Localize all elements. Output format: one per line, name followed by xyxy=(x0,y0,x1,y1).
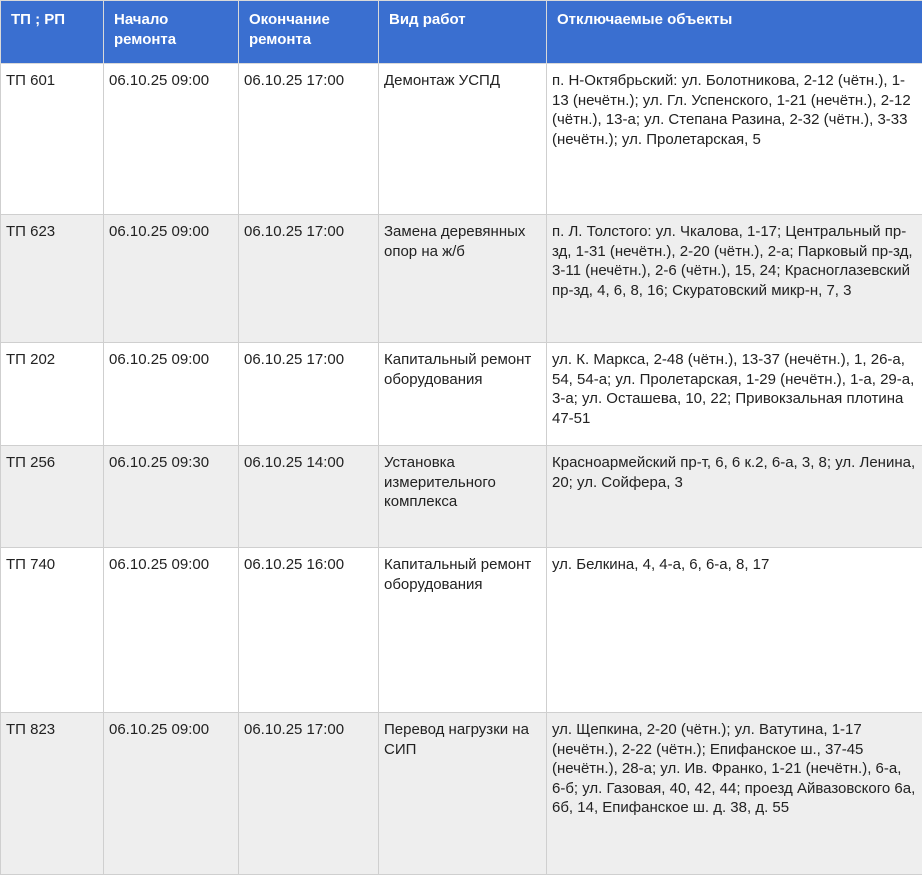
cell-tp: ТП 601 xyxy=(1,64,104,215)
cell-start: 06.10.25 09:30 xyxy=(104,446,239,548)
cell-start: 06.10.25 09:00 xyxy=(104,713,239,875)
cell-end: 06.10.25 16:00 xyxy=(239,548,379,713)
cell-work: Капитальный ремонт оборудования xyxy=(379,343,547,446)
header-work-type: Вид работ xyxy=(379,1,547,64)
table-row xyxy=(1,446,922,548)
cell-end: 06.10.25 17:00 xyxy=(239,64,379,215)
table-row xyxy=(1,215,922,343)
header-tp: ТП ; РП xyxy=(1,1,104,64)
cell-objects: Красноармейский пр-т, 6, 6 к.2, 6-а, 3, 8; ул. Ленина, 20; ул. Сойфера, 3 xyxy=(547,446,922,548)
header-objects: Отключаемые объекты xyxy=(547,1,922,64)
cell-objects: п. Л. Толстого: ул. Чкалова, 1-17; Центральный пр-зд, 1-31 (нечётн.), 2-20 (чётн.), 2-а; Парковый пр-зд, 3-11 (нечётн.), 2-6 (чётн.), 15, 24; Красноглазевский пр-зд, 4, 6, 8, 16; Скуратовский микр-н, 7, 3 xyxy=(547,215,922,343)
cell-work: Демонтаж УСПД xyxy=(379,64,547,215)
table-row xyxy=(1,64,922,215)
cell-tp: ТП 256 xyxy=(1,446,104,548)
cell-objects: ул. Белкина, 4, 4-а, 6, 6-а, 8, 17 xyxy=(547,548,922,713)
cell-work: Установка измерительного комплекса xyxy=(379,446,547,548)
table-body xyxy=(1,64,922,875)
cell-work: Замена деревянных опор на ж/б xyxy=(379,215,547,343)
cell-end: 06.10.25 17:00 xyxy=(239,215,379,343)
cell-tp: ТП 623 xyxy=(1,215,104,343)
cell-end: 06.10.25 17:00 xyxy=(239,343,379,446)
cell-start: 06.10.25 09:00 xyxy=(104,548,239,713)
cell-objects: п. Н-Октябрьский: ул. Болотникова, 2-12 (чётн.), 1-13 (нечётн.); ул. Гл. Успенского, 1-21 (нечётн.), 2-12 (чётн.), 13-а; ул. Степана Разина, 2-32 (чётн.), 3-33 (нечётн.); ул. Пролетарская, 5 xyxy=(547,64,922,215)
table-row xyxy=(1,713,922,875)
header-start: Начало ремонта xyxy=(104,1,239,64)
cell-tp: ТП 202 xyxy=(1,343,104,446)
cell-work: Капитальный ремонт оборудования xyxy=(379,548,547,713)
cell-work: Перевод нагрузки на СИП xyxy=(379,713,547,875)
cell-objects: ул. Щепкина, 2-20 (чётн.); ул. Ватутина, 1-17 (нечётн.), 2-22 (чётн.); Епифанское ш., 37-45 (нечётн.), 28-а; ул. Ив. Франко, 1-21 (нечётн.), 6-а, 6-б; ул. Газовая, 40, 42, 44; проезд Айвазовского 6а, 6б, 14, Епифанское ш. д. 38, д. 55 xyxy=(547,713,922,875)
header-row xyxy=(1,1,922,64)
table-row xyxy=(1,343,922,446)
cell-tp: ТП 740 xyxy=(1,548,104,713)
header-end: Окончание ремонта xyxy=(239,1,379,64)
cell-objects: ул. К. Маркса, 2-48 (чётн.), 13-37 (нечётн.), 1, 26-а, 54, 54-а; ул. Пролетарская, 1-29 (нечётн.), 1-а, 29-а, 3-а; ул. Осташева, 10, 22; Привокзальная плотина 47-51 xyxy=(547,343,922,446)
cell-start: 06.10.25 09:00 xyxy=(104,215,239,343)
cell-start: 06.10.25 09:00 xyxy=(104,343,239,446)
table-header xyxy=(1,1,922,64)
cell-start: 06.10.25 09:00 xyxy=(104,64,239,215)
cell-tp: ТП 823 xyxy=(1,713,104,875)
cell-end: 06.10.25 17:00 xyxy=(239,713,379,875)
table-row xyxy=(1,548,922,713)
cell-end: 06.10.25 14:00 xyxy=(239,446,379,548)
